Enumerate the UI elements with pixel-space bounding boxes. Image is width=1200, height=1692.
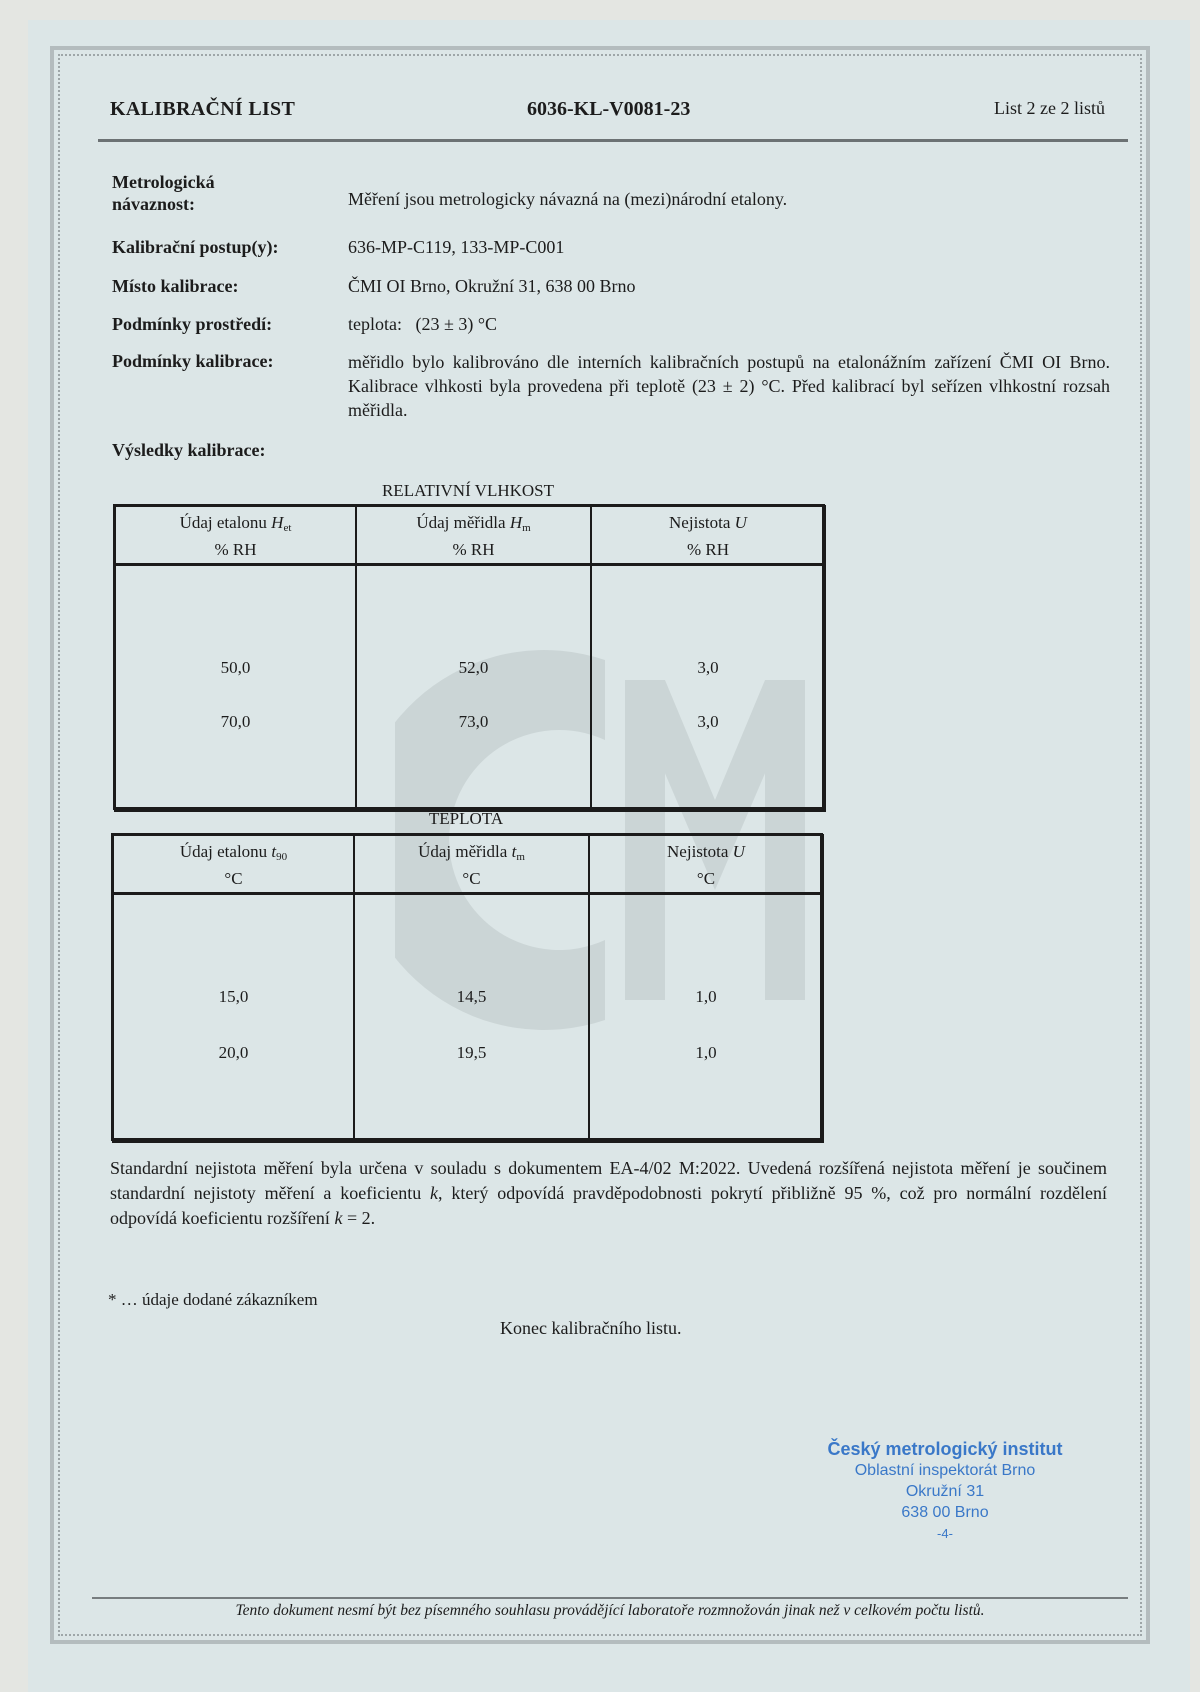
traceability-value: Měření jsou metrologicky návazná na (mezi)národní etalony.: [348, 189, 788, 209]
certificate-header: [110, 98, 1105, 132]
footer-divider: [92, 1597, 1128, 1599]
certificate-number: 6036-KL-V0081-23: [527, 98, 691, 120]
temperature-col2-unit: °C: [462, 869, 481, 888]
temperature-col-reading: [354, 835, 589, 894]
table-cell: 3,0: [697, 712, 719, 731]
place-value: ČMI OI Brno, Okružní 31, 638 00 Brno: [348, 276, 636, 296]
humidity-col-uncertainty: [591, 506, 825, 565]
uncertainty-note-part3: = 2.: [342, 1208, 376, 1228]
temperature-col3-unit: °C: [696, 869, 716, 888]
temperature-col1-unit: °C: [224, 869, 243, 888]
procedures-value: 636-MP-C119, 133-MP-C001: [348, 237, 565, 257]
traceability-label: [112, 171, 215, 215]
humidity-ref-cell: [115, 565, 356, 811]
table-cell: 1,0: [695, 987, 717, 1006]
temperature-ref-cell: [113, 894, 354, 1142]
humidity-col-reading: [356, 506, 591, 565]
environment-prefix: teplota:: [348, 314, 402, 334]
table-cell: 20,0: [218, 1043, 249, 1062]
conditions-value: měřidlo bylo kalibrováno dle interních kalibračních postupů na etalonážním zařízení ČMI OI Brno. Kalibrace vlhkosti byla provedena při teplotě (23 ± 2) °C. Před kalibrací byl seřízen vlhkostní rozsah měřidla.: [348, 352, 1110, 420]
header-divider: [98, 139, 1128, 142]
humidity-col2-label: Údaj měřidla: [416, 513, 506, 532]
humidity-col1-label: Údaj etalonu: [179, 513, 267, 532]
stamp-department: Oblastní inspektorát Brno: [854, 1462, 1036, 1479]
temperature-col-reference: [113, 835, 354, 894]
place-label: Místo kalibrace:: [112, 276, 239, 296]
uncertainty-note-part1: Standardní nejistota měření byla určena v souladu s dokumentem EA-4/02 M:2022. Uvedená rozšířená nejistota měření je součinem standardní nejistoty měření a koeficientu: [110, 1158, 1107, 1203]
temperature-table: [112, 834, 824, 1143]
table-cell: 1,0: [695, 1043, 717, 1062]
certificate-title: KALIBRAČNÍ LIST: [110, 98, 296, 120]
humidity-col3-unit: % RH: [686, 540, 730, 559]
temperature-col1-symbol: t: [271, 842, 277, 861]
environment-value: [348, 313, 1113, 335]
temperature-col3-symbol: U: [732, 842, 745, 861]
temperature-col2-symbol: t: [511, 842, 517, 861]
temperature-col3-label: Nejistota: [667, 842, 729, 861]
temperature-table-caption: TEPLOTA: [428, 809, 504, 828]
temperature-col1-sub: 90: [276, 851, 288, 863]
uncertainty-note-part2: , který odpovídá pravděpodobnosti pokrytí přibližně 95 %, což pro normální rozdělení odpovídá koeficientu rozšíření: [110, 1183, 1107, 1228]
stamp-number: -4-: [937, 1526, 953, 1541]
temperature-col2-sub: m: [516, 851, 525, 863]
humidity-uncertainty-cell: [591, 565, 825, 811]
table-cell: 19,5: [456, 1043, 487, 1062]
conditions-label: Podmínky kalibrace:: [112, 351, 274, 371]
humidity-col-reference: [115, 506, 356, 565]
humidity-col1-sub: et: [283, 522, 292, 534]
humidity-col2-symbol: H: [509, 513, 523, 532]
footer-disclaimer: Tento dokument nesmí být bez písemného souhlasu provádějící laboratoře rozmnožován jinak než v celkovém počtu listů.: [235, 1602, 985, 1619]
environment-temperature: (23 ± 3) °C: [415, 314, 498, 334]
coefficient-k-symbol: k: [430, 1183, 439, 1203]
humidity-col2-unit: % RH: [452, 540, 495, 559]
table-cell: 14,5: [456, 987, 487, 1006]
humidity-table: [114, 505, 826, 812]
humidity-col3-symbol: U: [734, 513, 747, 532]
results-label: Výsledky kalibrace:: [112, 440, 266, 460]
environment-label: Podmínky prostředí:: [112, 314, 273, 334]
humidity-reading-cell: [356, 565, 591, 811]
temperature-col-uncertainty: [589, 835, 823, 894]
temperature-col1-label: Údaj etalonu: [179, 842, 268, 861]
table-cell: 50,0: [220, 658, 251, 677]
temperature-uncertainty-cell: [589, 894, 823, 1142]
traceability-label-line2: návaznost:: [112, 194, 196, 214]
procedures-label: Kalibrační postup(y):: [112, 237, 279, 257]
stamp-city: 638 00 Brno: [901, 1504, 989, 1521]
temperature-col2-label: Údaj měřidla: [418, 842, 508, 861]
customer-data-footnote: * … údaje dodané zákazníkem: [108, 1290, 318, 1309]
table-cell: 52,0: [458, 658, 489, 677]
table-cell: 73,0: [458, 712, 489, 731]
stamp-organization: Český metrologický institut: [827, 1439, 1063, 1459]
uncertainty-note: [110, 1156, 1107, 1231]
table-cell: 70,0: [220, 712, 251, 731]
coefficient-k-symbol: k: [334, 1208, 343, 1228]
humidity-col1-unit: % RH: [214, 540, 257, 559]
institute-stamp: [800, 1439, 1090, 1544]
temperature-reading-cell: [354, 894, 589, 1142]
stamp-street: Okružní 31: [905, 1483, 985, 1500]
humidity-col3-label: Nejistota: [669, 513, 731, 532]
traceability-label-line1: Metrologická: [112, 172, 215, 192]
page-number: List 2 ze 2 listů: [994, 98, 1105, 118]
table-cell: 3,0: [697, 658, 719, 677]
humidity-col1-symbol: H: [271, 513, 284, 532]
end-of-certificate: Konec kalibračního listu.: [500, 1318, 682, 1338]
humidity-col2-sub: m: [522, 522, 531, 534]
table-cell: 15,0: [218, 987, 249, 1006]
humidity-table-caption: RELATIVNÍ VLHKOST: [381, 481, 555, 500]
